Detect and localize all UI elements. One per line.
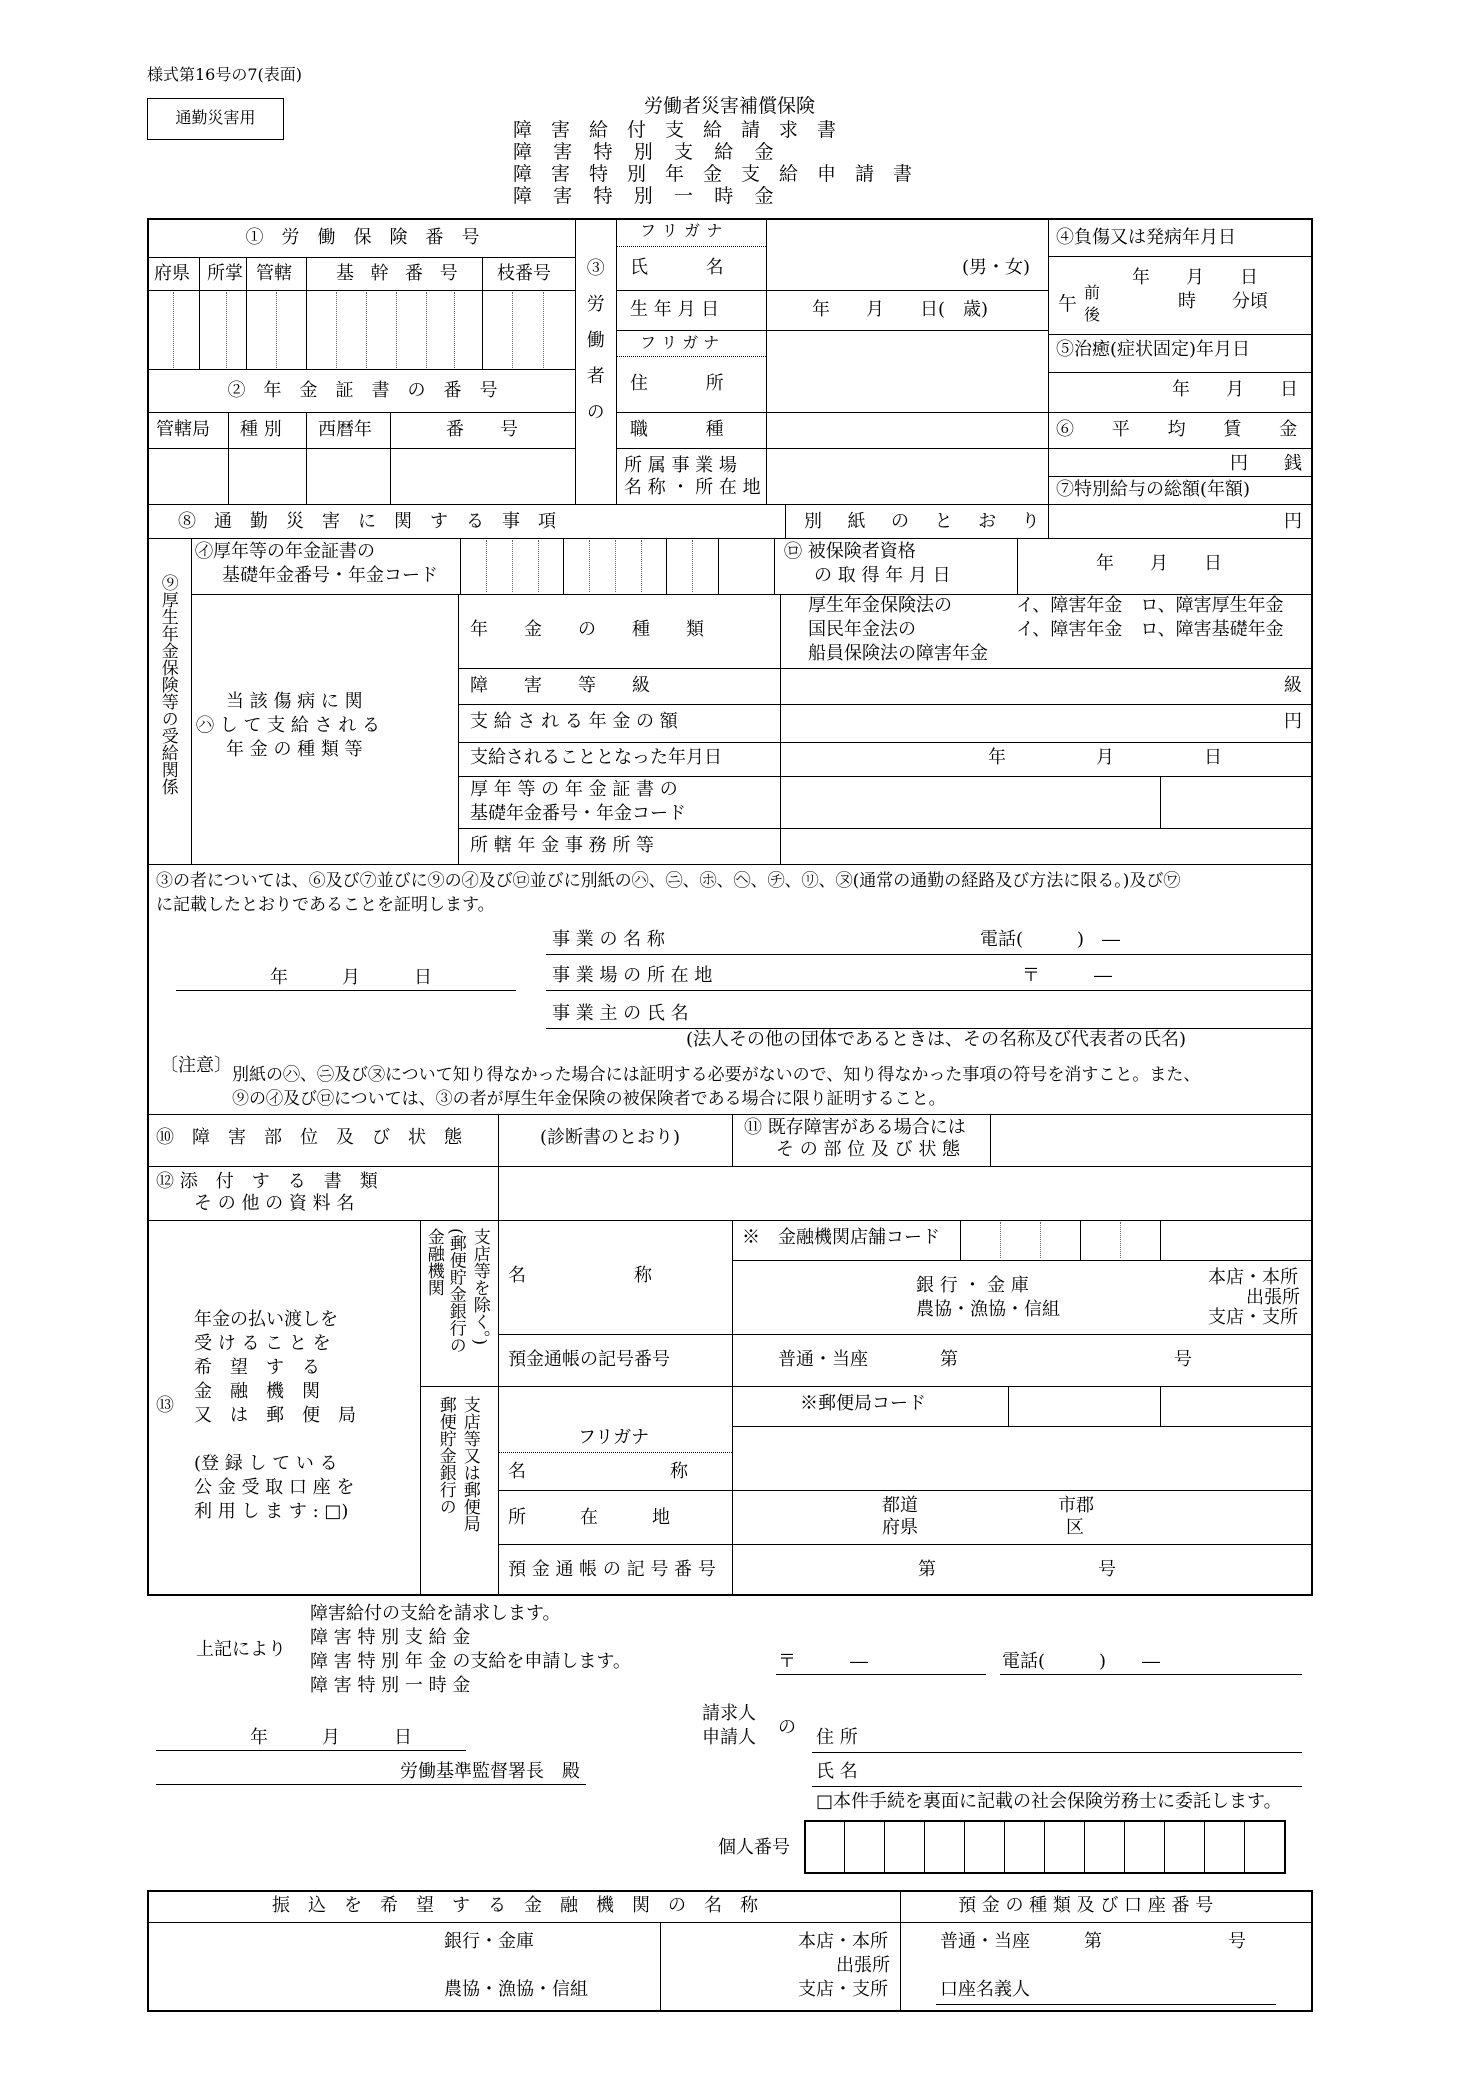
title-line0: 労働者災害補償保険 [644,95,816,117]
sec13-bank-v1: 金融機関 [423,1228,444,1296]
claim-delegate[interactable]: □本件手続を裏面に記載の社会保険労務士に委託します。 [816,1791,1282,1812]
transfer-bank1: 銀行・金庫 [444,1931,534,1952]
sec13-bank-v2: (郵便貯金銀行の [445,1228,466,1354]
sec1-col-base-number: 基 幹 番 号 [336,263,463,284]
sec13-post-name-label: 名 称 [508,1461,688,1482]
cert-biz-name-label: 事 業 の 名 称 [552,929,665,950]
sec9-ro-date: 年 月 日 [1096,553,1222,574]
sec9-pt-line1-a: 厚生年金保険法の [808,595,952,616]
sec9-pt-line1-b: イ、障害年金 ロ、障害厚生年金 [1016,595,1284,616]
sec9-i-label1: ㋑厚年等の年金証書の [195,541,375,562]
sec9-amount-unit: 円 [1284,711,1302,732]
title-line1: 障 害 給 付 支 給 請 求 書 [513,119,837,141]
title-line3: 障 害 特 別 年 金 支 給 申 請 書 [513,163,913,185]
sec9-start-date-fields: 年 月 日 [988,747,1222,768]
transfer-branch3: 支店・支所 [798,1979,888,2000]
sec9-grade-label: 障 害 等 級 [470,675,650,696]
transfer-holder: 口座名義人 [940,1979,1030,2000]
claim-postal: 〒 ― [778,1651,868,1672]
sec13-post-address-label: 所 在 地 [508,1507,670,1528]
claim-phone: 電話( ) ― [1002,1651,1161,1672]
sec3-occupation-label: 職 種 [630,419,731,440]
sec13-left4: 金 融 機 関 [194,1381,320,1402]
sec13-city2: 区 [1066,1517,1084,1538]
sec10-value: (診断書のとおり) [540,1127,681,1148]
sec1-header: ① 労 働 保 険 番 号 [245,227,480,248]
commute-label: 通勤災害用 [175,108,256,127]
claim-date: 年 月 日 [250,1727,412,1748]
sec9-pension-no-label2: 基礎年金番号・年金コード [470,803,686,824]
sec13-bank-types2: 農協・漁協・信組 [916,1299,1060,1320]
transfer-branch2: 出張所 [836,1955,890,1976]
sec13-post-furigana: フリガナ [578,1427,650,1448]
sec1-col-jurisdiction: 所掌 [207,263,243,284]
claim-office: 労働基準監督署長 殿 [400,1761,580,1782]
sec9-ha-label1: 当 該 傷 病 に 関 [226,691,363,712]
sec4-header: ④負傷又は発病年月日 [1056,227,1236,248]
sec13-account: 普通・当座 第 号 [778,1349,1192,1370]
claim-no: の [778,1717,796,1738]
sec9-ro-label2: の 取 得 年 月 日 [814,565,951,586]
claim-line2: 障 害 特 別 支 給 金 [310,1627,471,1648]
sec13-bank-code-label: ※ 金融機関店舗コード [742,1227,940,1248]
sec4-ampm-am: 前 [1084,283,1101,302]
sec3-workplace-label1: 所 属 事 業 場 [624,455,737,476]
sec13-bank-v3: 支店等を除く。) [469,1228,490,1346]
claim-claimant1: 請求人 [702,1703,756,1724]
sec9-i-label2: 基礎年金番号・年金コード [222,565,438,586]
sec9-pension-no-label1: 厚 年 等 の 年 金 証 書 の [470,779,678,800]
sec5-date: 年 月 日 [1172,379,1298,400]
title-line4: 障 害 特 別 一 時 金 [513,185,782,207]
sec3-furigana2: フ リ ガ ナ [640,333,720,352]
sec1-col-prefecture: 府県 [154,263,190,284]
sec4-time: 時 分頃 [1178,291,1268,312]
sec13-branch1: 本店・本所 [1208,1267,1298,1288]
sec1-col-office: 管轄 [256,263,292,284]
sec13-pref1: 都道 [882,1495,918,1516]
cert-phone: 電話( ) ― [980,929,1121,950]
claim-prefix: 上記により [196,1639,286,1660]
claim-addr-label: 住 所 [816,1727,858,1748]
cert-biz-addr-label: 事 業 場 の 所 在 地 [552,965,713,986]
sec3-vertical-label: ③労働者の [583,258,605,438]
transfer-account: 普通・当座 第 号 [940,1931,1246,1952]
sec6-header: ⑥ 平 均 賃 金 [1056,419,1308,440]
sec13-pref2: 府県 [882,1517,918,1538]
sec9-pt-line2-a: 国民年金法の [808,619,916,640]
transfer-branch1: 本店・本所 [798,1931,888,1952]
claim-line1: 障害給付の支給を請求します。 [310,1603,561,1624]
sec13-passbook-label: 預金通帳の記号番号 [508,1349,670,1370]
sec9-start-date-label: 支給されることとなった年月日 [470,747,722,768]
sec13-branch3: 支店・支所 [1208,1307,1298,1328]
sec3-birth-fields: 年 月 日( 歳) [812,299,989,320]
sec9-ha-label3: 年 金 の 種 類 等 [226,739,363,760]
cert-postal: 〒 ― [1022,965,1112,986]
cert-note-head: 〔注意〕 [160,1055,232,1076]
sec13-post-passbook-label: 預 金 通 帳 の 記 号 番 号 [508,1559,716,1580]
sec13-bank-types1: 銀 行 ・ 金 庫 [916,1275,1029,1296]
sec7-header: ⑦特別給与の総額(年額) [1056,479,1251,500]
sec2-col-year: 西暦年 [318,419,372,440]
cert-owner-label: 事 業 主 の 氏 名 [552,1003,689,1024]
claim-personal-no-label: 個人番号 [718,1837,790,1858]
cert-corp-note: (法人その他の団体であるときは、その名称及び代表者の氏名) [686,1029,1187,1050]
sec8-label: ⑧ 通 勤 災 害 に 関 す る 事 項 [178,511,556,532]
sec7-amount-unit: 円 [1284,511,1302,532]
sec3-sex: (男・女) [962,257,1031,278]
cert-note1: 別紙の㋩、㋥及び㋦について知り得なかった場合には証明する必要がないので、知り得なかった事項の符号を消すこと。また、 [232,1065,1201,1085]
claim-name-label: 氏 名 [816,1761,858,1782]
cert-line2: に記載したとおりであることを証明します。 [156,895,495,915]
cert-line1: ③の者については、⑥及び⑦並びに⑨の㋑及び㋺並びに別紙の㋩、㋥、㋭、㋬、㋠、㋷、㋦(通常の通勤の経路及び方法に限る。)及び㋻ [156,871,1181,891]
claim-line3: 障 害 特 別 年 金 の支給を申請します。 [310,1651,631,1672]
claim-line4: 障 害 特 別 一 時 金 [310,1675,471,1696]
sec13-left2: 受 け る こ と を [194,1333,331,1354]
sec2-col-number: 番 号 [446,419,518,440]
sec13-num: ⑬ [156,1395,174,1416]
sec2-col-type: 種 別 [240,419,282,440]
sec9-pt-line3: 船員保険法の障害年金 [808,643,988,664]
sec9-ro-label1: ㋺ 被保険者資格 [784,541,916,562]
sec12-label1: ⑫ 添 付 す る 書 類 [156,1171,378,1192]
claim-claimant2: 申請人 [702,1727,756,1748]
sec6-unit: 円 銭 [1230,453,1302,474]
personal-number-boxes[interactable] [804,1820,1286,1874]
sec13-bank-name-label: 名 称 [508,1265,652,1286]
cert-note2: ⑨の㋑及び㋺については、③の者が厚生年金保険の被保険者である場合に限り証明すること。 [232,1089,946,1109]
sec13-left5: 又 は 郵 便 局 [194,1405,356,1426]
sec13-left8: 利 用 し ま す : □) [194,1501,349,1522]
cert-date: 年 月 日 [270,967,432,988]
sec11-label1: ⑪ 既存障害がある場合には [744,1117,966,1138]
sec13-left7: 公 金 受 取 口 座 を [194,1477,355,1498]
transfer-header-left: 振 込 を 希 望 す る 金 融 機 関 の 名 称 [272,1895,758,1916]
sec2-col-bureau: 管轄局 [156,419,210,440]
sec13-left3: 希 望 す る [194,1357,320,1378]
transfer-header-right: 預 金 の 種 類 及 び 口 座 番 号 [958,1895,1214,1916]
sec3-birth-label: 生 年 月 日 [630,299,720,320]
sec13-post-v1: 郵便貯金銀行の [435,1396,456,1515]
sec9-ha-label2: ㋩ し て 支 給 さ れ る [196,715,381,736]
sec9-vertical-label: ⑨厚生年金保険等の受給関係 [157,574,178,795]
form-id: 様式第16号の7(表面) [147,65,303,84]
sec3-name-label: 氏 名 [630,257,731,278]
sec13-left1: 年金の払い渡しを [194,1309,338,1330]
sec13-post-account: 第 号 [918,1559,1116,1580]
sec13-post-v2: 支店等又は郵便局 [459,1396,480,1532]
sec13-city1: 市郡 [1058,1495,1094,1516]
sec13-left6: (登 録 し て い る [194,1453,338,1474]
sec3-furigana: フリガナ [640,221,729,240]
sec3-address-label: 住 所 [630,373,731,394]
sec1-col-branch-number: 枝番号 [497,263,551,284]
sec5-header: ⑤治癒(症状固定)年月日 [1056,339,1251,360]
sec4-date: 年 月 日 [1132,267,1258,288]
sec9-amount-label: 支 給 さ れ る 年 金 の 額 [470,711,678,732]
sec4-ampm-prefix: 午 [1058,293,1078,315]
sec8-value: 別 紙 の と お り [804,511,1050,532]
sec13-branch2: 出張所 [1246,1287,1300,1308]
sec9-office-label: 所 轄 年 金 事 務 所 等 [470,835,655,856]
sec9-pension-type-label: 年 金 の 種 類 [470,619,704,640]
sec2-header: ② 年 金 証 書 の 番 号 [227,380,498,401]
transfer-bank2: 農協・漁協・信組 [444,1979,588,2000]
sec3-workplace-label2: 名 称 ・ 所 在 地 [624,477,761,498]
sec9-pt-line2-b: イ、障害年金 ロ、障害基礎年金 [1016,619,1284,640]
sec12-label2: そ の 他 の 資 料 名 [194,1193,355,1214]
commute-label-box [147,98,284,140]
title-line2: 障 害 特 別 支 給 金 [513,141,782,163]
sec4-ampm-pm: 後 [1084,305,1101,324]
sec13-post-code-label: ※郵便局コード [800,1393,926,1414]
sec10-label: ⑩ 障 害 部 位 及 び 状 態 [156,1127,462,1148]
sec9-grade-unit: 級 [1284,675,1302,696]
sec11-label2: そ の 部 位 及 び 状 態 [776,1139,961,1160]
